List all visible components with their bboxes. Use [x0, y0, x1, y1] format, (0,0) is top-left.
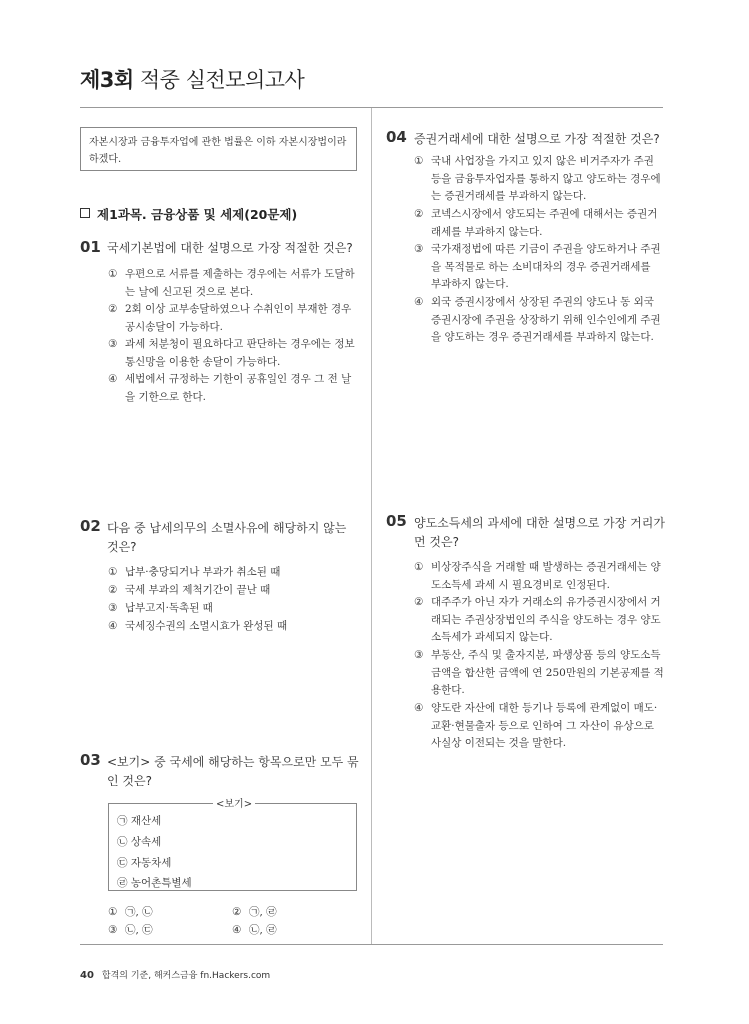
page-title [80, 64, 304, 94]
bogi-item: ㉠ 재산세 [117, 815, 162, 827]
option [108, 371, 358, 406]
option-mark: ③ [414, 649, 424, 661]
option [108, 336, 358, 371]
option [414, 153, 664, 206]
option [414, 294, 664, 347]
option-mark: ② [232, 906, 242, 918]
option-text: 과세 처분청이 필요하다고 판단하는 경우에는 정보통신망을 이용한 송달이 가능하다. [125, 338, 355, 368]
option-text: 국세 부과의 제척기간이 끝난 때 [125, 584, 271, 596]
option-mark: ④ [108, 620, 118, 632]
option-mark: ① [108, 268, 118, 280]
option-mark: ③ [108, 338, 118, 350]
option-mark: ① [108, 566, 118, 578]
option [414, 594, 664, 647]
question-text: 증권거래세에 대한 설명으로 가장 적절한 것은? [414, 132, 660, 146]
section-title: 제1과목. 금융상품 및 세제(20문제) [97, 207, 298, 222]
option-text: 외국 증권시장에서 상장된 주권의 양도나 동 외국 증권시장에 주권을 상장하기 위해 인수인에게 주권을 양도하는 경우 증권거래세를 부과하지 않는다. [431, 296, 661, 343]
title-bold: 제3회 [80, 68, 134, 92]
question-text: 양도소득세의 과세에 대한 설명으로 가장 거리가 먼 것은? [414, 516, 665, 549]
option-mark: ④ [414, 702, 424, 714]
option-mark: ④ [108, 373, 118, 385]
option-mark: ④ [232, 924, 242, 936]
square-bullet-icon [80, 208, 90, 218]
bogi-item: ㉣ 농어촌특별세 [117, 877, 192, 889]
option-text: ㉡, ㉣ [249, 924, 277, 936]
bogi-item: ㉡ 상속세 [117, 836, 162, 848]
option-text: 국가재정법에 따른 기금이 주권을 양도하거나 주권을 목적물로 하는 소비대차의 경우 증권거래세를 부과하지 않는다. [431, 243, 661, 290]
option-text: 국내 사업장을 가지고 있지 않은 비거주자가 주권 등을 금융투자업자를 통하지 않고 양도하는 경우에는 증권거래세를 부과하지 않는다. [431, 155, 661, 202]
notice-box: 자본시장과 금융투자업에 관한 법률은 이하 자본시장법이라 하겠다. [80, 127, 357, 171]
question-text: <보기> 중 국세에 해당하는 항목으로만 모두 묶인 것은? [107, 755, 359, 788]
option-mark: ② [414, 208, 424, 220]
option [232, 922, 342, 940]
option-mark: ④ [414, 296, 424, 308]
option-mark: ① [414, 561, 424, 573]
option [108, 301, 358, 336]
option-mark: ② [414, 596, 424, 608]
title-rest: 적중 실전모의고사 [133, 68, 305, 92]
option-text: 우편으로 서류를 제출하는 경우에는 서류가 도달하는 날에 신고된 것으로 본다. [125, 268, 355, 298]
option [108, 922, 218, 940]
page-number: 40 [80, 970, 94, 981]
option [414, 559, 664, 594]
footer-text: 합격의 기준, 해커스금융 fn.Hackers.com [101, 971, 271, 981]
option-text: 코넥스시장에서 양도되는 주권에 대해서는 증권거래세를 부과하지 않는다. [431, 208, 658, 238]
option-mark: ① [414, 155, 424, 167]
option [414, 206, 664, 241]
option-mark: ③ [414, 243, 424, 255]
bogi-label: <보기> [213, 795, 255, 810]
option-text: 대주주가 아닌 자가 거래소의 유가증권시장에서 거래되는 주권상장법인의 주식을 양도하는 경우 양도소득세가 과세되지 않는다. [431, 596, 661, 643]
option [108, 618, 358, 636]
option [414, 700, 664, 753]
question-number: 01 [80, 238, 101, 256]
page-footer [80, 968, 270, 981]
option-mark: ③ [108, 924, 118, 936]
option-text: 부동산, 주식 및 출자지분, 파생상품 등의 양도소득금액을 합산한 금액에 연 250만원의 기본공제를 적용한다. [431, 649, 664, 696]
option-mark: ② [108, 584, 118, 596]
option [108, 582, 358, 600]
option [414, 647, 664, 700]
bogi-item: ㉢ 자동차세 [117, 857, 172, 869]
option-text: 양도란 자산에 대한 등기나 등록에 관계없이 매도·교환·현물출자 등으로 인하여 그 자산이 유상으로 사실상 이전되는 것을 말한다. [431, 702, 658, 749]
option [108, 266, 358, 301]
option-text: 납부고지·독촉된 때 [125, 602, 213, 614]
option-text: 2회 이상 교부송달하였으나 수취인이 부재한 경우 공시송달이 가능하다. [125, 303, 352, 333]
option [232, 904, 342, 922]
option-text: 비상장주식을 거래할 때 발생하는 증권거래세는 양도소득세 과세 시 필요경비로 인정된다. [431, 561, 661, 591]
question-number: 05 [386, 512, 407, 530]
section-heading [80, 205, 297, 223]
question-number: 03 [80, 751, 101, 769]
option [108, 564, 358, 582]
option-text: ㉠, ㉣ [249, 906, 277, 918]
option-mark: ① [108, 906, 118, 918]
option-text: 납부·충당되거나 부과가 취소된 때 [125, 566, 281, 578]
option-text: 국세징수권의 소멸시효가 완성된 때 [125, 620, 288, 632]
bottom-rule [80, 944, 663, 945]
question-text: 국세기본법에 대한 설명으로 가장 적절한 것은? [107, 241, 353, 255]
option-text: ㉡, ㉢ [125, 924, 153, 936]
option-text: ㉠, ㉡ [125, 906, 153, 918]
option-mark: ② [108, 303, 118, 315]
question-number: 04 [386, 128, 407, 146]
option-mark: ③ [108, 602, 118, 614]
option [108, 600, 358, 618]
question-text: 다음 중 납세의무의 소멸사유에 해당하지 않는 것은? [107, 521, 347, 554]
option [414, 241, 664, 294]
column-divider [371, 108, 372, 944]
question-number: 02 [80, 517, 101, 535]
option-text: 세법에서 규정하는 기한이 공휴일인 경우 그 전 날을 기한으로 한다. [125, 373, 352, 403]
option [108, 904, 218, 922]
